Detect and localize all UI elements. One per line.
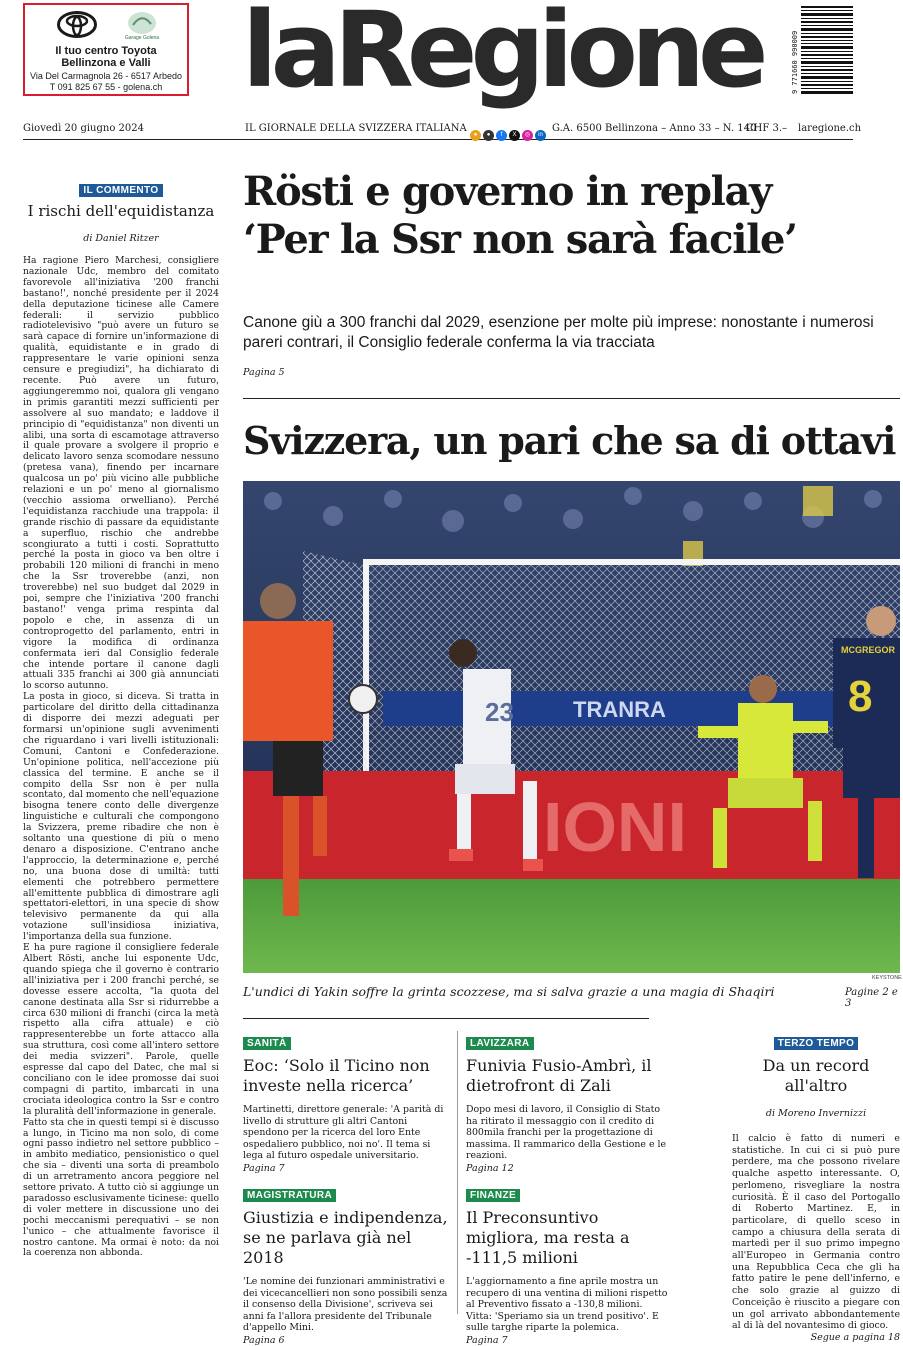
terzo-tempo-continues[interactable]: Segue a pagina 18 <box>811 1332 900 1344</box>
sanita-page-ref: Pagina 7 <box>243 1163 448 1175</box>
lavizzara-title: Funivia Fusio-Ambrì, il dietrofront di Zali <box>466 1056 671 1096</box>
ad-line-1: Il tuo centro Toyota <box>29 45 183 57</box>
commento-title: I rischi dell'equidistanza <box>23 201 219 221</box>
app-icon[interactable]: ● <box>470 130 481 141</box>
terzo-tempo-text <box>732 1133 900 1332</box>
divider <box>243 1018 649 1019</box>
masthead-info-bar <box>23 120 853 140</box>
sanita-article[interactable] <box>243 1031 448 1174</box>
finanze-text-body: L'aggiornamento a fine aprile mostra un recupero di una ventina di milioni rispetto al Preventivo fissato a -130,8 milioni. Vitta: 'Speriamo sia un trend positivo'. E sulle targhe riparte la polemica. <box>466 1276 667 1333</box>
terzo-tempo-label: TERZO TEMPO <box>774 1037 859 1050</box>
newsletter-icon[interactable]: ● <box>483 130 494 141</box>
golena-logo-icon <box>121 10 163 42</box>
toyota-ad[interactable] <box>23 3 189 96</box>
instagram-icon[interactable]: ◎ <box>522 130 533 141</box>
finanze-title: Il Preconsuntivo migliora, ma resta a -111,5 milioni <box>466 1208 671 1268</box>
sanita-label: SANITÀ <box>243 1037 291 1050</box>
magistratura-label: MAGISTRATURA <box>243 1189 336 1202</box>
x-icon[interactable]: X <box>509 130 520 141</box>
commento-byline: di Daniel Ritzer <box>23 233 219 244</box>
terzo-tempo-byline: di Moreno Invernizzi <box>732 1108 900 1119</box>
euro-page-ref: Pagine 2 e 3 <box>845 987 900 1009</box>
svg-text:23: 23 <box>485 697 514 727</box>
edition-info: G.A. 6500 Bellinzona – Anno 33 – N. 140 <box>552 122 756 136</box>
photo-caption: L'undici di Yakin soffre la grinta scozzese, ma si salva grazie a una magia di Shaqiri <box>243 984 775 999</box>
tagline: IL GIORNALE DELLA SVIZZERA ITALIANA <box>245 122 467 136</box>
svg-text:Garage Golena: Garage Golena <box>125 35 159 41</box>
finanze-text <box>466 1276 671 1346</box>
svg-text:TRANRA: TRANRA <box>573 697 666 722</box>
commento-article[interactable] <box>23 178 219 1259</box>
commento-paragraph: La posta in gioco, si diceva. Si tratta in particolare del diritto della cittadinanza di disporre dei mezzi adeguati per formarsi un'opinione sugli avvenimenti che riguardano i vari livelli istituzionali: Comuni, Cantoni e Confederazione. Un'opinione politica, nell'accezione più classica del termine. E anche se il compito della Ssr non è per nulla scontato, dal momento che nell'equazione bisogna tenere conto delle divergenze linguistiche e culturali che compongono la Svizzera, preme ribadire che non è soltanto una questione di più o meno denaro a disposizione. C'entrano anche l'approccio, la determinazione e, perché no, una buona dose di umiltà: tutti elementi che potrebbero permettere all'emittente pubblica di dimostrare agli spettatori-elettori, in una specie di show televisivo permanente da qui alla votazione sull'insidiosa iniziativa, l'importanza della sua funzione. <box>23 692 219 943</box>
divider <box>243 398 900 399</box>
svg-text:MCGREGOR: MCGREGOR <box>841 645 896 655</box>
euro-headline[interactable]: Svizzera, un pari che sa di ottavi <box>243 413 895 469</box>
magistratura-page-ref: Pagina 6 <box>243 1335 448 1346</box>
sanita-text-body: Martinetti, direttore generale: 'A parità di livello di strutture gli altri Cantoni spendono per la ricerca del loro Ente ospedaliero pubblico, noi no'. Il tema si lega al futuro ospedale universitario. <box>243 1104 443 1161</box>
sanita-title: Eoc: ‘Solo il Ticino non investe nella ricerca’ <box>243 1056 448 1096</box>
match-photo-illustration <box>243 481 900 973</box>
price: CHF 3.– <box>746 122 787 136</box>
lead-headline-line-2: ‘Per la Ssr non sarà facile’ <box>243 216 903 264</box>
ad-logos <box>29 7 183 45</box>
lavizzara-text <box>466 1104 671 1174</box>
commento-paragraph: Ha ragione Piero Marchesi, consigliere nazionale Udc, membro del comitato favorevole all'iniziativa '200 franchi bastano!', nonché presidente per il 2024 della deputazione ticinese alle Camere federali: il servizio pubblico radiotelevisivo "può avere un futuro se sarà capace di fornire un'informazione di qualità, equidistante e in grado di rappresentare le varie opinioni senza censure e pregiudizi", ha dichiarato di recente. Può avere un futuro, aggiungeremmo noi, qualora gli vengano in primis garantiti mezzi sufficienti per assolvere al suo mandato; e laddove il principio di "equidistanza" non diventi un alibi, una sorta di escamotage attraverso il quale provare a svolgere il proprio e delicato lavoro senza scomodare nessuno (pretesa vana), finendo per incarnare qualcosa un po' più vicino alle pubbliche relazioni e un po' meno al giornalismo (vecchio assioma orwelliano). Perché l'equidistanza racchiude una trappola: il grande rischio di passare da equidistante a superfluo, rischio che andrebbe scongiurato a tutti i costi. Soprattutto perché la posta in gioco va ben oltre i probabili 120 milioni di franchi in meno che la Ssr troverebbe (anzi, non troverebbe) nel suo budget dal 2029 in poi, sempre che l'iniziativa '200 franchi bastano!' venga prima respinta dal popolo e che, in assenza di un controprogetto del parlamento, entri in vigore la modifica di ordinanza confermata ieri dal Consiglio federale che intende portare il canone dagli attuali 335 franchi ai 300 già annunciati lo scorso autunno. <box>23 256 219 692</box>
magistratura-text-body: 'Le nomine dei funzionari amministrativi e dei vicecancellieri non sono possibili senza il consenso della Divisione', scriveva sei anni fa l'allora presidente del Tribunale d'appello Mini. <box>243 1276 447 1333</box>
lead-headline[interactable] <box>243 168 903 264</box>
terzo-tempo-article[interactable] <box>732 1031 900 1344</box>
facebook-icon[interactable]: f <box>496 130 507 141</box>
magistratura-article[interactable] <box>243 1183 448 1346</box>
column-divider <box>457 1031 458 1314</box>
sanita-text <box>243 1104 448 1174</box>
toyota-logo-icon <box>57 11 97 38</box>
lavizzara-page-ref: Pagina 12 <box>466 1163 671 1175</box>
issue-date: Giovedì 20 giugno 2024 <box>23 122 144 136</box>
svg-text:IONI: IONI <box>543 788 687 866</box>
commento-body <box>23 256 219 1259</box>
photo-credit: KEYSTONE <box>872 975 902 981</box>
finanze-page-ref: Pagina 7 <box>466 1335 671 1346</box>
ad-line-2: Bellinzona e Valli <box>29 57 183 69</box>
ad-contact: T 091 825 67 55 - golena.ch <box>29 82 183 93</box>
barcode-icon <box>787 2 855 98</box>
lead-page-ref: Pagina 5 <box>243 367 285 378</box>
lavizzara-label: LAVIZZARA <box>466 1037 534 1050</box>
lead-headline-line-1: Rösti e governo in replay <box>243 168 903 216</box>
commento-label: IL COMMENTO <box>79 184 162 197</box>
finanze-article[interactable] <box>466 1183 671 1346</box>
svg-text:9 771660 990009: 9 771660 990009 <box>791 31 799 94</box>
magistratura-text <box>243 1276 448 1346</box>
terzo-tempo-title: Da un record all'altro <box>732 1056 900 1096</box>
website-link[interactable]: laregione.ch <box>798 122 861 136</box>
lavizzara-text-body: Dopo mesi di lavoro, il Consiglio di Stato ha ritirato il messaggio con il credito di 800mila franchi per la progettazione di massima. Il rammarico della Gestione e le reazioni. <box>466 1104 666 1161</box>
terzo-tempo-text-body: Il calcio è fatto di numeri e statistiche. In cui ci si può pure perdere, ma che possono rivelare qualche aspetto interessante. O, perlomeno, risvegliare la nostra curiosità. È il caso del Portogallo di Roberto Martinez. E, in particolare, di quello sceso in campo a chiusura della serata di martedì per il suo primo impegno all'Europeo in Germania contro una Repubblica Ceca che gli ha fatto patire le pene dell'inferno, e che solo grazie al guizzo di Conceição è riuscito a piegare con un gol arrivato abbondantemente al di là del novantesimo di gioco. <box>732 1133 900 1331</box>
linkedin-icon[interactable]: in <box>535 130 546 141</box>
commento-paragraph: Fatto sta che in questi tempi si è discusso a lungo, in Ticino ma non solo, di come ogni passo indietro nel settore pubblico – in ambito mediatico, pensionistico o quel che sia – diventi una sorta di preambolo di un arretramento ancora peggiore nel settore privato. A tutto ciò si aggiunge un paradosso esclusivamente ticinese: quello di voler mettere in discussione uno dei pochi meccanismi perequativi – se non l'unico – che attualmente favorisce il nostro cantone. Ma ormai è noto: da noi la coerenza non abbonda. <box>23 1118 219 1260</box>
magistratura-title: Giustizia e indipendenza, se ne parlava già nel 2018 <box>243 1208 448 1268</box>
commento-paragraph: E ha pure ragione il consigliere federale Albert Rösti, anche lui esponente Udc, quando spiega che il governo è contrario all'iniziativa per i 200 franchi perché, se dovesse essere accolta, "la quota del canone destinata alla Ssr si ridurrebbe a circa 630 milioni di franchi (circa la metà rispetto alla cifra attuale) e ciò rappresenterebbe un forte attacco alla sua struttura, così come all'intero settore dei media svizzeri". Parole, quelle espresse dal capo del Datec, che mal si conciliano con le idee promosse dai suoi compagni di partito, imbarcati in una crociata ideologica contro la Ssr e contro la pluralità dell'informazione in generale. <box>23 943 219 1118</box>
lavizzara-article[interactable] <box>466 1031 671 1174</box>
lead-subhead: Canone giù a 300 franchi dal 2029, esenzione per molte più imprese: nonostante i numerosi pareri contrari, il Consiglio federale conferma la via tracciata <box>243 313 883 353</box>
match-photo <box>243 481 900 973</box>
ad-address: Via Del Carmagnola 26 - 6517 Arbedo <box>29 71 183 82</box>
svg-text:8: 8 <box>848 672 872 721</box>
newspaper-logo[interactable]: laRegione <box>242 0 762 114</box>
finanze-label: FINANZE <box>466 1189 520 1202</box>
